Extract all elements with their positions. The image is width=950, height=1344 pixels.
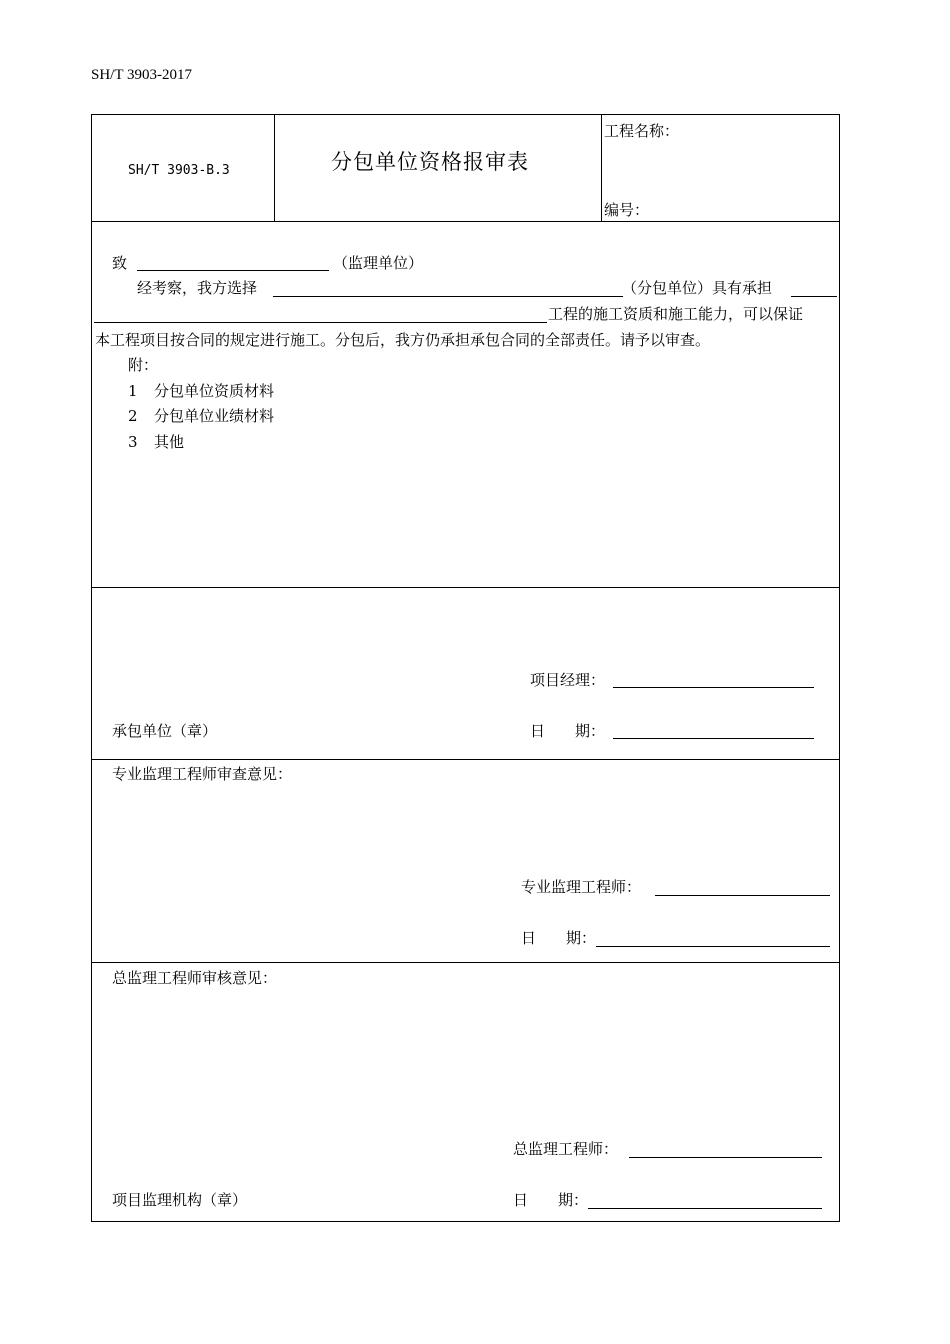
to-prefix: 致 xyxy=(112,254,128,272)
engineer-label: 专业监理工程师： xyxy=(521,878,642,896)
standard-code: SH/T 3903-2017 xyxy=(91,67,192,83)
engineer-signature-field[interactable] xyxy=(655,895,830,896)
chief-signature-field[interactable] xyxy=(629,1157,822,1158)
divider xyxy=(601,115,602,221)
divider xyxy=(92,759,839,760)
divider xyxy=(92,587,839,588)
engineer-date-label: 日 期： xyxy=(521,929,597,947)
pm-label: 项目经理： xyxy=(530,671,606,689)
review-form xyxy=(91,114,840,1222)
supervision-unit-field[interactable] xyxy=(137,270,329,271)
project-name-label: 工程名称： xyxy=(604,122,680,140)
supervision-unit-label: （监理单位） xyxy=(333,254,424,272)
form-title: 分包单位资格报审表 xyxy=(331,150,529,174)
form-code: SH/T 3903-B.3 xyxy=(128,163,230,178)
attachment-num: 1 xyxy=(128,382,138,400)
subcontract-unit-label: （分包单位）具有承担 xyxy=(622,279,773,297)
scope-field[interactable] xyxy=(791,296,837,297)
engineer-review-heading: 专业监理工程师审查意见： xyxy=(112,765,293,783)
divider xyxy=(92,962,839,963)
number-label: 编号： xyxy=(604,201,650,219)
attachments-label: 附： xyxy=(128,356,159,374)
chief-label: 总监理工程师： xyxy=(513,1140,619,1158)
contractor-date-label: 日 期： xyxy=(530,722,606,740)
divider xyxy=(92,221,839,222)
para-start: 经考察，我方选择 xyxy=(137,279,258,297)
scope-field-cont[interactable] xyxy=(94,322,547,323)
paragraph-text: 本工程项目按合同的规定进行施工。分包后，我方仍承担承包合同的全部责任。请予以审查。 xyxy=(95,331,711,349)
contractor-date-field[interactable] xyxy=(613,738,814,739)
attachment-item: 分包单位资质材料 xyxy=(154,382,275,400)
pm-signature-field[interactable] xyxy=(613,687,814,688)
chief-date-field[interactable] xyxy=(588,1208,822,1209)
chief-date-label: 日 期： xyxy=(513,1191,589,1209)
divider xyxy=(274,115,275,221)
attachment-item: 其他 xyxy=(154,433,185,451)
attachment-num: 2 xyxy=(128,407,138,425)
capability-text: 工程的施工资质和施工能力，可以保证 xyxy=(548,305,804,323)
contractor-unit-label: 承包单位（章） xyxy=(112,722,218,740)
supervision-org-label: 项目监理机构（章） xyxy=(112,1191,248,1209)
attachment-item: 分包单位业绩材料 xyxy=(154,407,275,425)
engineer-date-field[interactable] xyxy=(596,946,830,947)
subcontractor-field[interactable] xyxy=(273,296,623,297)
attachment-num: 3 xyxy=(128,433,138,451)
chief-review-heading: 总监理工程师审核意见： xyxy=(112,969,278,987)
